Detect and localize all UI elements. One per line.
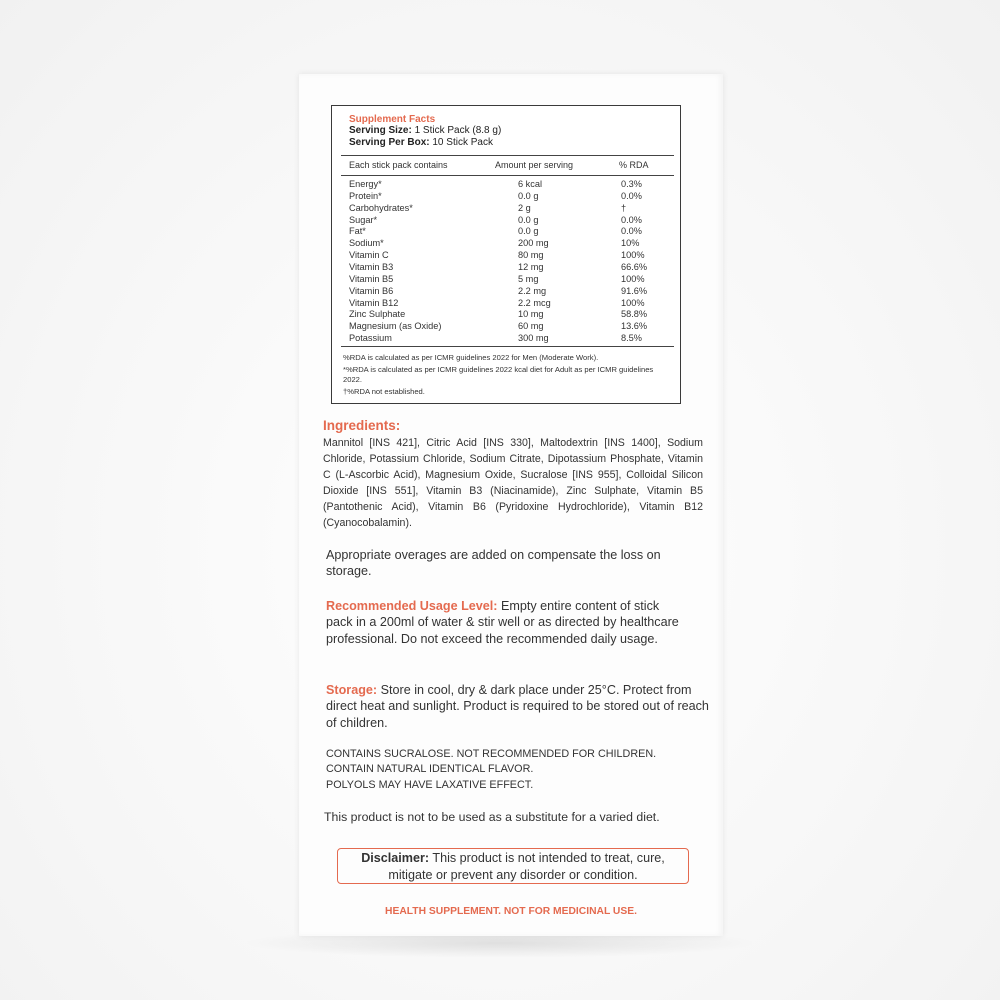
usage-label: Recommended Usage Level: — [326, 599, 498, 613]
facts-row — [332, 203, 682, 215]
usage-paragraph — [326, 598, 684, 647]
nutrient-name: Vitamin B6 — [349, 285, 394, 296]
nutrient-amount: 200 mg — [518, 238, 549, 249]
nutrient-amount: 2.2 mcg — [518, 297, 551, 308]
facts-row — [332, 286, 682, 298]
nutrient-amount: 6 kcal — [518, 179, 543, 189]
facts-row — [332, 274, 682, 286]
facts-row — [332, 309, 682, 321]
nutrient-rda: 66.6% — [621, 261, 648, 272]
serving-per-box-label: Serving Per Box: — [349, 137, 430, 148]
facts-row — [332, 215, 682, 227]
facts-row — [332, 333, 682, 345]
nutrient-rda: 58.8% — [621, 309, 648, 320]
column-header-nutrient: Each stick pack contains — [349, 160, 448, 170]
ingredients-heading: Ingredients: — [323, 418, 401, 433]
nutrient-amount: 0.0 g — [518, 190, 539, 201]
column-header-amount: Amount per serving — [495, 160, 574, 170]
nutrient-rda: 100% — [621, 250, 645, 261]
nutrient-name: Sugar* — [349, 214, 378, 225]
warnings-block — [326, 747, 656, 793]
nutrient-rda: 8.5% — [621, 333, 642, 344]
warning-flavor: CONTAIN NATURAL IDENTICAL FLAVOR. — [326, 763, 534, 776]
serving-size-value: 1 Stick Pack (8.8 g) — [411, 125, 502, 136]
storage-text: Store in cool, dry & dark place under 25°C. Protect from direct heat and sunlight. Product is required to be stored out of reach of children. — [326, 683, 709, 730]
nutrient-rda: 10% — [621, 238, 640, 249]
nutrient-name: Vitamin C — [349, 250, 389, 261]
nutrient-amount: 10 mg — [518, 309, 544, 320]
column-header-rda: % RDA — [619, 160, 649, 170]
facts-row — [332, 250, 682, 262]
storage-label: Storage: — [326, 683, 378, 697]
serving-per-box — [349, 137, 493, 148]
nutrient-name: Zinc Sulphate — [349, 309, 406, 320]
supplement-facts-box — [331, 105, 681, 404]
facts-row — [332, 262, 682, 274]
nutrient-amount: 5 mg — [518, 273, 539, 284]
nutrient-rda: 13.6% — [621, 321, 648, 332]
rda-note-men: %RDA is calculated as per ICMR guidelines 2022 for Men (Moderate Work). — [343, 353, 599, 362]
nutrient-rda: 0.3% — [621, 179, 642, 189]
overages-text: Appropriate overages are added on compensate the loss on storage. — [326, 548, 661, 579]
facts-row — [332, 298, 682, 310]
nutrient-rda: 0.0% — [621, 226, 642, 237]
facts-row — [332, 226, 682, 238]
facts-row — [332, 321, 682, 333]
nutrient-name: Protein* — [349, 190, 382, 201]
nutrient-name: Sodium* — [349, 238, 384, 249]
health-supplement-notice: HEALTH SUPPLEMENT. NOT FOR MEDICINAL USE. — [385, 906, 637, 917]
facts-row — [332, 179, 682, 191]
nutrient-name: Vitamin B3 — [349, 261, 394, 272]
disclaimer-label: Disclaimer: — [361, 851, 430, 865]
nutrient-rda: 0.0% — [621, 190, 642, 201]
nutrient-name: Vitamin B12 — [349, 297, 399, 308]
nutrient-amount: 2 g — [518, 202, 531, 213]
serving-size-label: Serving Size: — [349, 125, 412, 136]
nutrient-rda: 91.6% — [621, 285, 648, 296]
facts-row — [332, 191, 682, 203]
nutrient-name: Carbohydrates* — [349, 202, 413, 213]
nutrient-rda: † — [621, 202, 627, 213]
warning-polyols: POLYOLS MAY HAVE LAXATIVE EFFECT. — [326, 778, 534, 791]
nutrient-rda: 100% — [621, 297, 645, 308]
serving-size — [349, 125, 501, 136]
disclaimer-text: This product is not intended to treat, cure, mitigate or prevent any disorder or condition. — [388, 851, 665, 882]
nutrient-amount: 12 mg — [518, 261, 544, 272]
nutrient-rda: 100% — [621, 273, 645, 284]
nutrient-amount: 0.0 g — [518, 226, 539, 237]
disclaimer-box — [337, 848, 689, 884]
nutrient-rda: 0.0% — [621, 214, 642, 225]
nutrient-amount: 300 mg — [518, 333, 549, 344]
supplement-facts-title: Supplement Facts — [349, 114, 436, 125]
serving-per-box-value: 10 Stick Pack — [429, 137, 493, 148]
facts-divider-top — [341, 155, 674, 156]
nutrient-name: Potassium — [349, 333, 392, 344]
nutrient-name: Magnesium (as Oxide) — [349, 321, 442, 332]
substitute-statement: This product is not to be used as a substitute for a varied diet. — [324, 810, 660, 824]
warning-sucralose: CONTAINS SUCRALOSE. NOT RECOMMENDED FOR CHILDREN. — [326, 748, 657, 760]
usage-text: Empty entire content of stick pack in a 200ml of water & stir well or as directed by healthcare professional. Do not exceed the recommended daily usage. — [326, 599, 679, 646]
nutrient-amount: 80 mg — [518, 250, 544, 261]
nutrient-amount: 60 mg — [518, 321, 544, 332]
storage-paragraph — [326, 682, 718, 731]
ingredients-text: Mannitol [INS 421], Citric Acid [INS 330], Maltodextrin [INS 1400], Sodium Chloride, Potassium Chloride, Sodium Citrate, Dipotassium Phosphate, Vitamin C (L-Ascorbic Acid), Magnesium Oxide, Sucralose [INS 955], Colloidal Silicon Dioxide [INS 551], Vitamin B3 (Niacinamide), Zinc Sulphate, Vitamin B5 (Pantothenic Acid), Vitamin B6 (Pyridoxine Hydrochloride), Vitamin B12 (Cyanocobalamin). — [323, 437, 703, 529]
facts-divider-bottom — [341, 346, 674, 347]
nutrient-name: Energy* — [349, 179, 382, 189]
nutrient-amount: 2.2 mg — [518, 285, 547, 296]
facts-divider-header — [341, 175, 674, 176]
facts-row — [332, 238, 682, 250]
nutrient-amount: 0.0 g — [518, 214, 539, 225]
nutrient-name: Fat* — [349, 226, 366, 237]
rda-note-adult: *%RDA is calculated as per ICMR guidelines 2022 kcal diet for Adult as per ICMR guidelines 2022. — [343, 365, 654, 384]
nutrient-name: Vitamin B5 — [349, 273, 394, 284]
rda-note-not-established: †%RDA not established. — [343, 387, 425, 396]
